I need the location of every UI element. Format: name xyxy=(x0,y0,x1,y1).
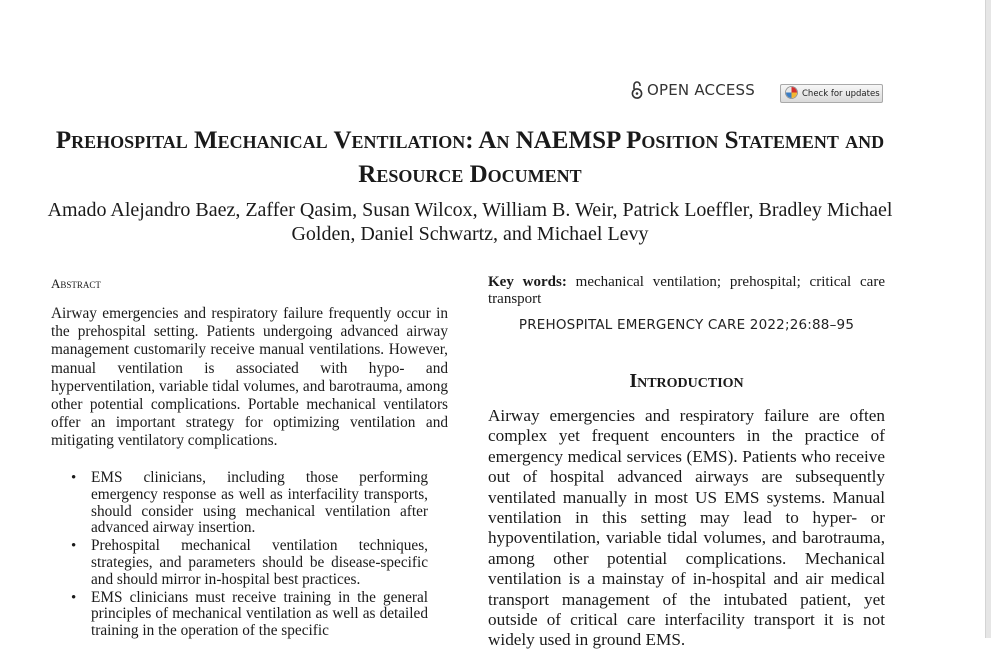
open-access-badge xyxy=(630,80,755,100)
keywords-text: mechanical ventilation; prehospital; critical care transport xyxy=(488,274,885,307)
keywords-label: Key words: xyxy=(488,274,567,290)
abstract-heading: Abstract xyxy=(51,276,101,291)
crossmark-icon xyxy=(785,86,798,102)
introduction-text: Airway emergencies and respiratory failure are often complex yet frequent encounters in the practice of emergency medical services (EMS). Patients who receive out of hospital advanced airways are subsequently ventilated manually in most US EMS systems. Manual ventilation in this setting may lead to hyper- or hypoventilation, variable tidal volumes, and barotrauma, among other potential complications. Mechanical ventilation is a mainstay of in-hospital and air medical transport management of the intubated patient, yet outside of critical care interfacility transport it is not widely used in ground EMS. xyxy=(488,406,885,650)
abstract-bullet-list xyxy=(71,470,428,641)
page-edge xyxy=(985,0,991,638)
check-for-updates-button[interactable] xyxy=(780,84,883,103)
open-access-label: OPEN ACCESS xyxy=(647,81,755,99)
keywords xyxy=(488,274,885,307)
author-list: Amado Alejandro Baez, Zaffer Qasim, Susan Wilcox, William B. Weir, Patrick Loeffler, Bradley Michael Golden, Daniel Schwartz, and Michael Levy xyxy=(47,199,893,245)
journal-citation: PREHOSPITAL EMERGENCY CARE 2022;26:88–95 xyxy=(518,317,855,333)
abstract-text: Airway emergencies and respiratory failure frequently occur in the prehospital setting. Patients undergoing advanced airway management customarily receive manual ventilations. However, manual ventilation is associated with hypo- and hyperventilation, variable tidal volumes, and barotrauma, among other potential complications. Portable mechanical ventilators offer an important strategy for optimizing ventilation and mitigating ventilatory complications. xyxy=(51,305,448,450)
abstract-bullet: • EMS clinicians, including those performing emergency response as well as interfacility transports, should consider using mechanical ventilation after advanced airway insertion. xyxy=(71,470,428,537)
check-for-updates-label: Check for updates xyxy=(802,88,880,99)
introduction-heading: Introduction xyxy=(629,370,744,392)
abstract-bullet: • Prehospital mechanical ventilation techniques, strategies, and parameters should be disease-specific and should mirror in-hospital best practices. xyxy=(71,538,428,588)
article-title: Prehospital Mechanical Ventilation: An NAEMSP Position Statement and Resource Document xyxy=(55,127,885,188)
abstract-bullet: • EMS clinicians must receive training in the general principles of mechanical ventilation as well as detailed training in the operation of the specific xyxy=(71,590,428,640)
open-padlock-icon xyxy=(630,80,644,100)
